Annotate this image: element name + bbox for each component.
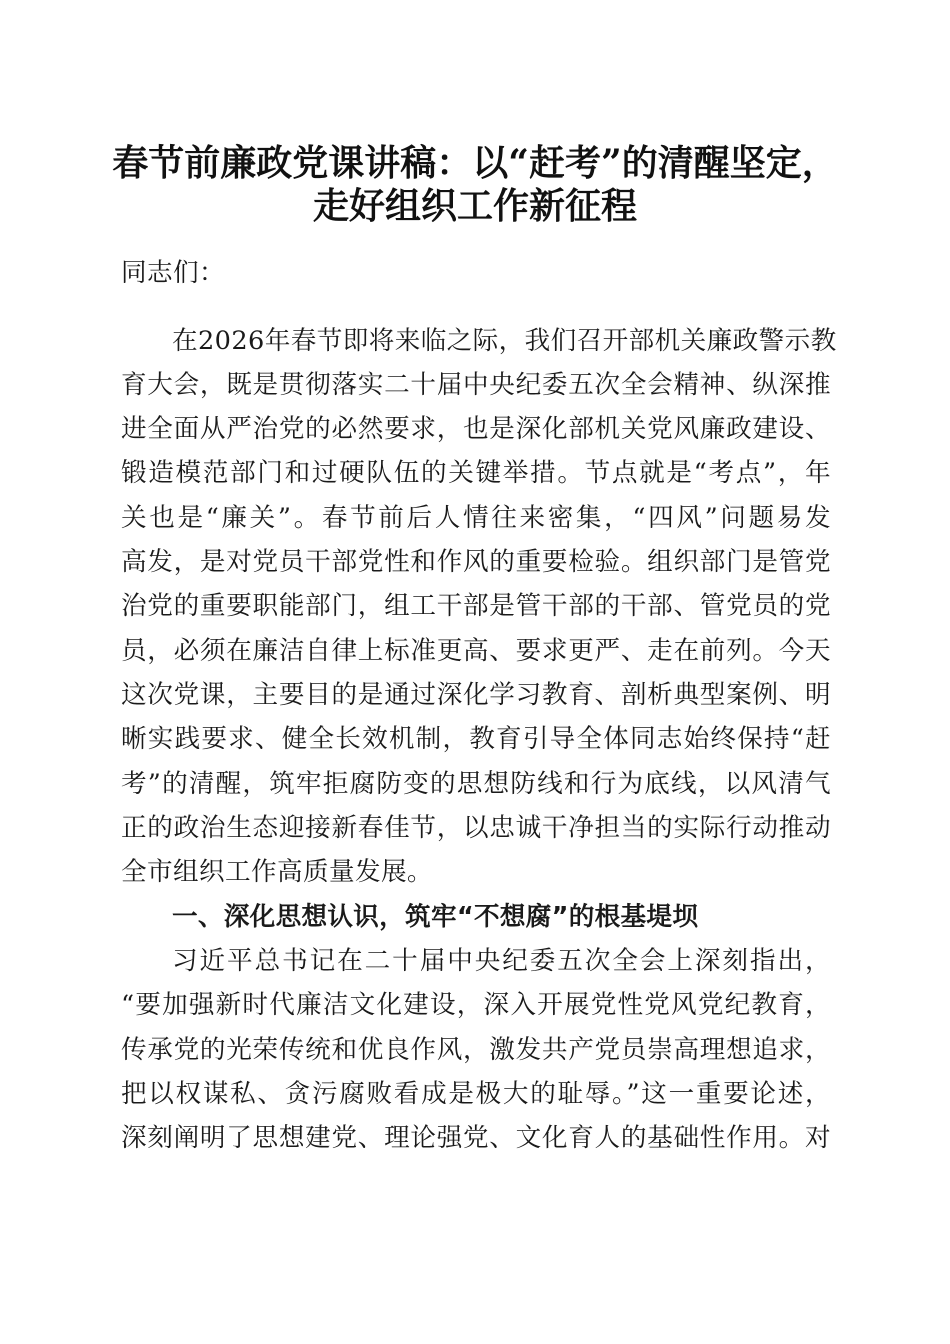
paragraph-1-line: 考”的清醒，筑牢拒腐防变的思想防线和行为底线，以风清气 [121, 769, 831, 799]
paragraph-1-line: 育大会，既是贯彻落实二十届中央纪委五次全会精神、纵深推 [121, 370, 831, 400]
section-1-heading: 一、深化思想认识，筑牢“不想腐”的根基堤坝 [172, 902, 699, 932]
paragraph-2-line: 把以权谋私、贪污腐败看成是极大的耻辱。”这一重要论述， [121, 1079, 831, 1109]
paragraph-1-line: 高发，是对党员干部党性和作风的重要检验。组织部门是管党 [121, 547, 831, 577]
paragraph-1-line: 在2026年春节即将来临之际，我们召开部机关廉政警示教 [172, 326, 837, 356]
document-title-line-2: 走好组织工作新征程 [312, 185, 637, 227]
paragraph-1-line: 晰实践要求、健全长效机制，教育引导全体同志始终保持“赶 [121, 724, 831, 754]
paragraph-1-line: 进全面从严治党的必然要求，也是深化部机关党风廉政建设、 [121, 414, 831, 444]
paragraph-1-line: 治党的重要职能部门，组工干部是管干部的干部、管党员的党 [121, 591, 831, 621]
paragraph-2-line: 深刻阐明了思想建党、理论强党、文化育人的基础性作用。对 [121, 1123, 831, 1153]
paragraph-1-line: 关也是“廉关”。春节前后人情往来密集，“四风”问题易发 [121, 503, 831, 533]
paragraph-1-line: 正的政治生态迎接新春佳节，以忠诚干净担当的实际行动推动 [121, 813, 831, 843]
paragraph-1-line: 锻造模范部门和过硬队伍的关键举措。节点就是“考点”，年 [121, 458, 831, 488]
paragraph-2-line: 习近平总书记在二十届中央纪委五次全会上深刻指出， [172, 946, 831, 976]
paragraph-2-line: 传承党的光荣传统和优良作风，激发共产党员崇高理想追求， [121, 1035, 831, 1065]
paragraph-1-line: 全市组织工作高质量发展。 [121, 857, 433, 887]
paragraph-1-line: 这次党课，主要目的是通过深化学习教育、剖析典型案例、明 [121, 680, 831, 710]
salutation: 同志们： [121, 258, 225, 288]
document-title-line-1: 春节前廉政党课讲稿：以“赶考”的清醒坚定， [112, 142, 838, 184]
paragraph-1-line: 员，必须在廉洁自律上标准更高、要求更严、走在前列。今天 [121, 636, 831, 666]
paragraph-2-line: “要加强新时代廉洁文化建设，深入开展党性党风党纪教育， [121, 990, 831, 1020]
